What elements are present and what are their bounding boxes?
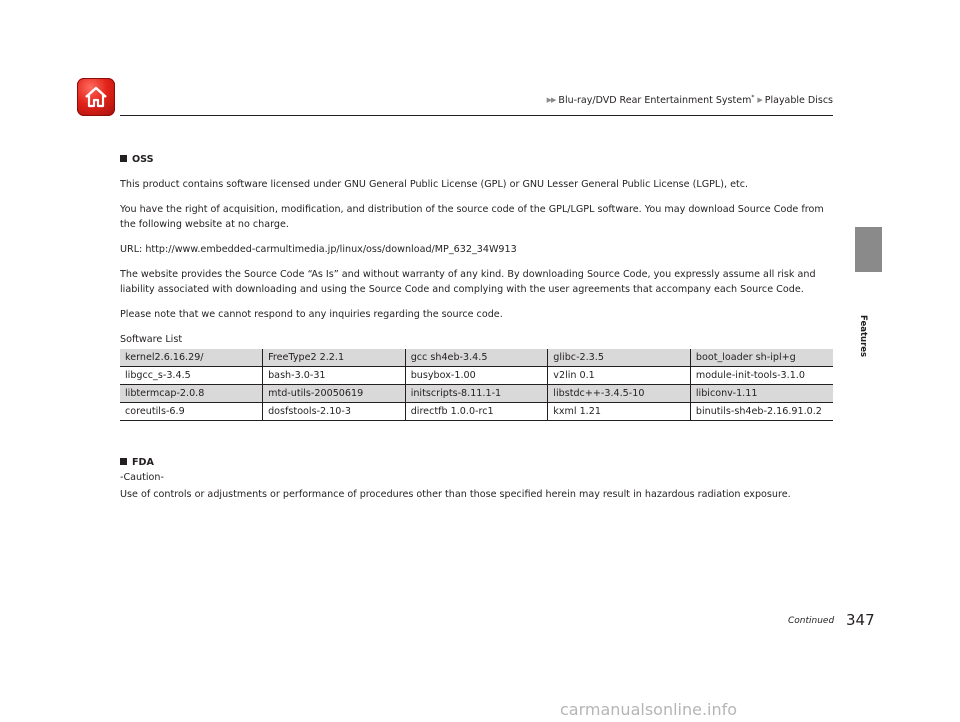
- table-cell: gcc sh4eb-3.4.5: [405, 349, 548, 367]
- table-cell: bash-3.0-31: [263, 367, 406, 385]
- home-icon: [82, 83, 110, 111]
- fda-caution: -Caution-: [120, 472, 164, 483]
- square-bullet-icon: [120, 155, 127, 162]
- oss-url[interactable]: URL: http://www.embedded-carmultimedia.jp/linux/oss/download/MP_632_34W913: [120, 244, 517, 255]
- table-cell: mtd-utils-20050619: [263, 385, 406, 403]
- table-row: [120, 385, 833, 403]
- oss-paragraph-warranty: The website provides the Source Code “As Is” and without warranty of any kind. By downloading Source Code, you expressly assume all risk and liability associated with downloading and using the Source Code and complying with the user agreements that accompany each Source Code.: [120, 269, 816, 295]
- table-cell: boot_loader sh-ipl+g: [690, 349, 833, 367]
- table-cell: libgcc_s-3.4.5: [120, 367, 263, 385]
- software-list-table: [120, 349, 833, 421]
- continued-label: Continued: [788, 616, 835, 626]
- software-list-label: Software List: [120, 334, 183, 345]
- table-cell: kxml 1.21: [548, 403, 691, 421]
- breadcrumb: [547, 94, 833, 106]
- table-cell: glibc-2.3.5: [548, 349, 691, 367]
- table-cell: initscripts-8.11.1-1: [405, 385, 548, 403]
- watermark: carmanualsonline.info: [560, 700, 738, 719]
- table-cell: module-init-tools-3.1.0: [690, 367, 833, 385]
- table-cell: FreeType2 2.2.1: [263, 349, 406, 367]
- table-cell: libiconv-1.11: [690, 385, 833, 403]
- table-row: [120, 349, 833, 367]
- oss-paragraph-inquiries: Please note that we cannot respond to any inquiries regarding the source code.: [120, 309, 503, 320]
- breadcrumb-section[interactable]: Blu-ray/DVD Rear Entertainment System: [558, 95, 752, 107]
- square-bullet-icon: [120, 458, 127, 465]
- table-cell: libtermcap-2.0.8: [120, 385, 263, 403]
- oss-paragraph-gpl: This product contains software licensed under GNU General Public License (GPL) or GNU Lesser General Public License (LGPL), etc.: [120, 179, 749, 190]
- page-content: [120, 152, 836, 502]
- table-row: [120, 367, 833, 385]
- oss-paragraph-rights: You have the right of acquisition, modification, and distribution of the source code of the GPL/LGPL software. You may download Source Code from the following website at no charge.: [120, 204, 824, 230]
- oss-heading: OSS: [120, 152, 836, 167]
- table-cell: libstdc++-3.4.5-10: [548, 385, 691, 403]
- fda-heading: FDA: [120, 455, 836, 470]
- breadcrumb-mark: *: [751, 94, 755, 101]
- table-row: [120, 403, 833, 421]
- table-cell: v2lin 0.1: [548, 367, 691, 385]
- breadcrumb-arrow-icon: ▶▶: [546, 96, 556, 105]
- table-cell: coreutils-6.9: [120, 403, 263, 421]
- table-cell: binutils-sh4eb-2.16.91.0.2: [690, 403, 833, 421]
- page-number: 347: [846, 611, 875, 629]
- header-rule: [120, 115, 833, 116]
- table-cell: busybox-1.00: [405, 367, 548, 385]
- breadcrumb-page[interactable]: Playable Discs: [764, 95, 833, 107]
- table-cell: dosfstools-2.10-3: [263, 403, 406, 421]
- home-button[interactable]: [77, 78, 115, 116]
- table-cell: kernel2.6.16.29/: [120, 349, 263, 367]
- features-tab-label: Features: [858, 315, 868, 358]
- table-cell: directfb 1.0.0-rc1: [405, 403, 548, 421]
- fda-text: Use of controls or adjustments or performance of procedures other than those specified herein may result in hazardous radiation exposure.: [120, 489, 791, 500]
- features-tab[interactable]: [855, 227, 882, 272]
- breadcrumb-arrow-icon: ▶: [757, 96, 762, 105]
